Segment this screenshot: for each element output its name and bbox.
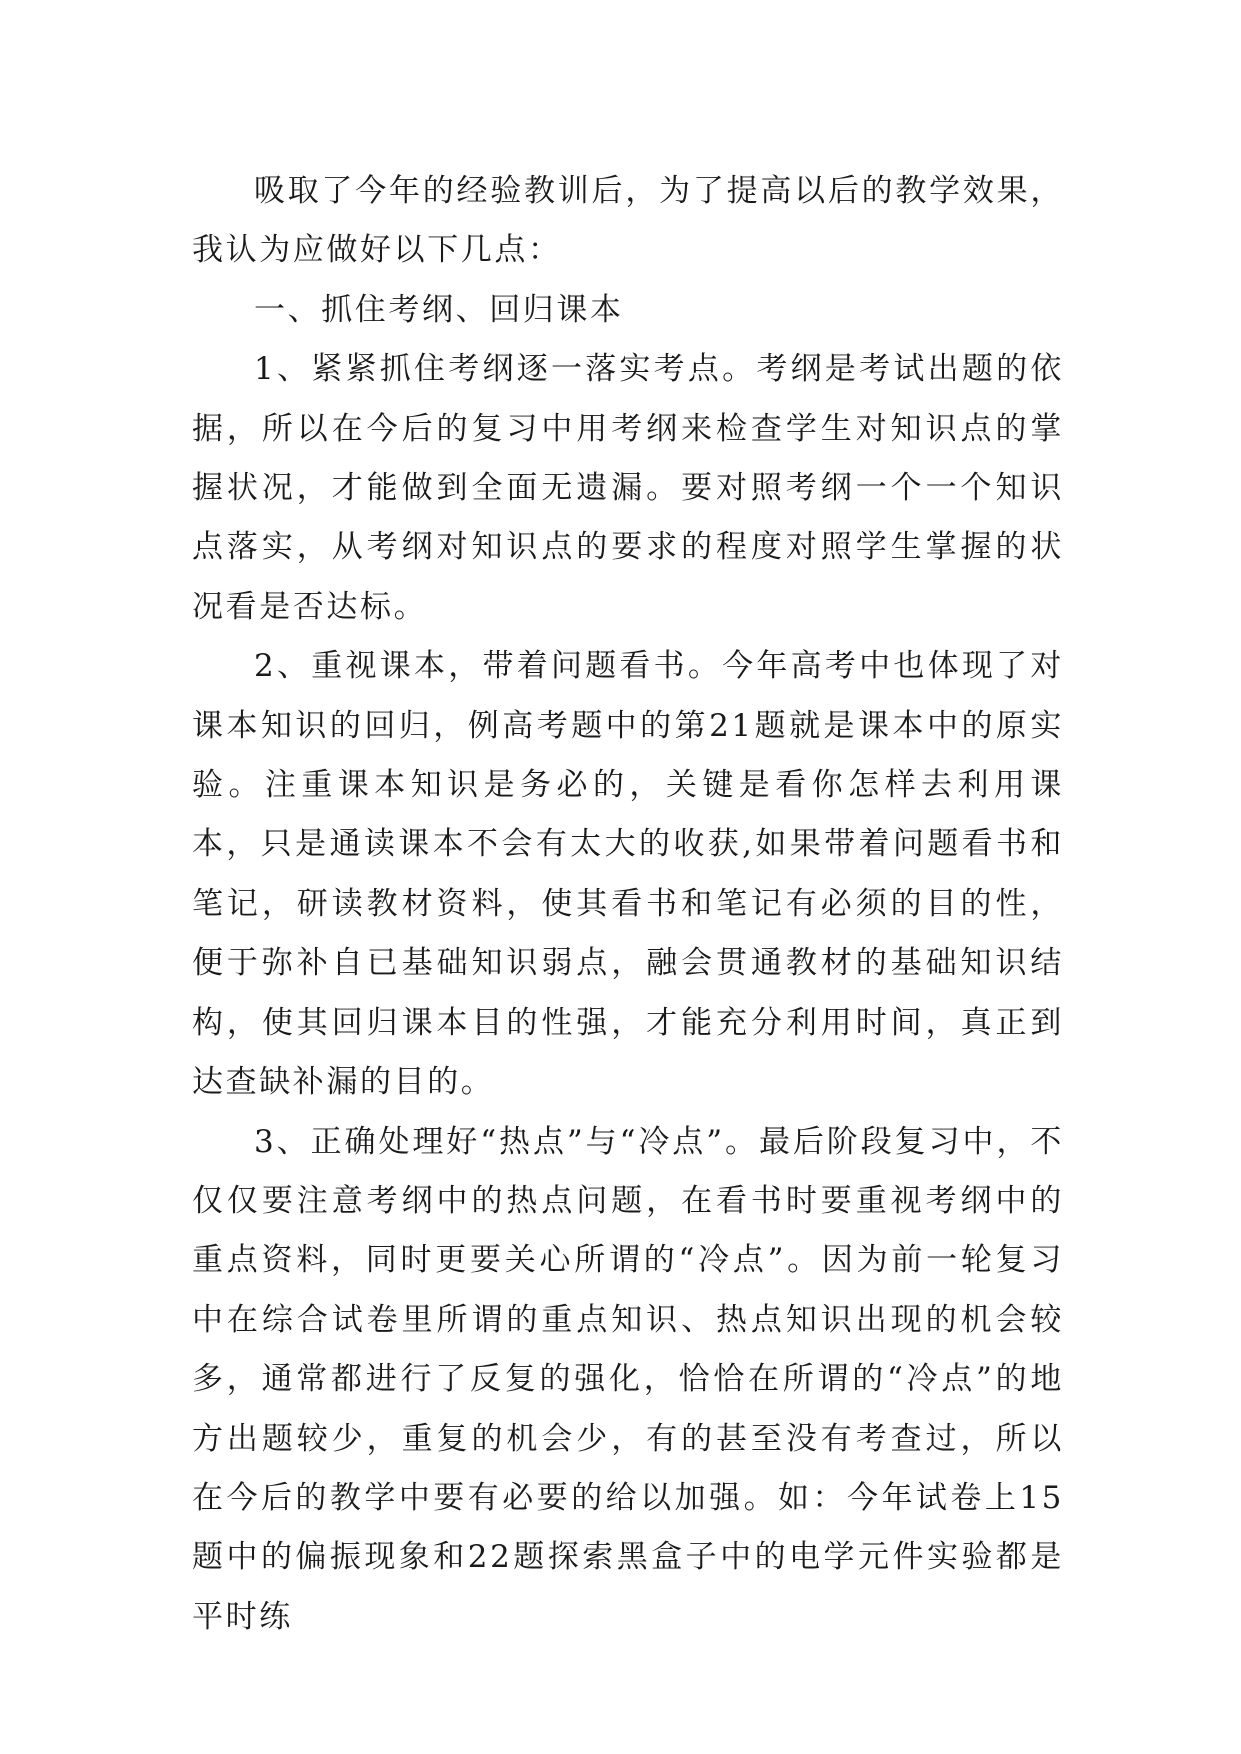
section-heading: 一、抓住考纲、回归课本 bbox=[254, 291, 624, 328]
paragraph-point-1: 1、紧紧抓住考纲逐一落实考点。考纲是考试出题的依据，所以在今后的复习中用考纲来检查学生对知识点的掌握状况，才能做到全面无遗漏。要对照考纲一个一个知识点落实，从考纲对知识点的要求的程度对照学生掌握的状况看是否达标。 bbox=[192, 351, 1064, 625]
paragraph-point-3: 3、正确处理好“热点”与“冷点”。最后阶段复习中，不仅仅要注意考纲中的热点问题，在看书时要重视考纲中的重点资料，同时更要关心所谓的“冷点”。因为前一轮复习中在综合试卷里所谓的重点知识、热点知识出现的机会较多，通常都进行了反复的强化，恰恰在所谓的“冷点”的地方出题较少，重复的机会少，有的甚至没有考查过，所以在今后的教学中要有必要的给以加强。如：今年试卷上15题中的偏振现象和22题探索黑盒子中的电学元件实验都是平时练 bbox=[192, 1123, 1064, 1635]
document-body bbox=[192, 162, 1064, 1647]
paragraph-point-2: 2、重视课本，带着问题看书。今年高考中也体现了对课本知识的回归，例高考题中的第21题就是课本中的原实验。注重课本知识是务必的，关键是看你怎样去利用课本，只是通读课本不会有太大的收获,如果带着问题看书和笔记，研读教材资料，使其看书和笔记有必须的目的性，便于弥补自已基础知识弱点，融会贯通教材的基础知识结构，使其回归课本目的性强，才能充分利用时间，真正到达查缺补漏的目的。 bbox=[192, 648, 1064, 1101]
paragraph-intro: 吸取了今年的经验教训后，为了提高以后的教学效果，我认为应做好以下几点： bbox=[192, 173, 1064, 269]
